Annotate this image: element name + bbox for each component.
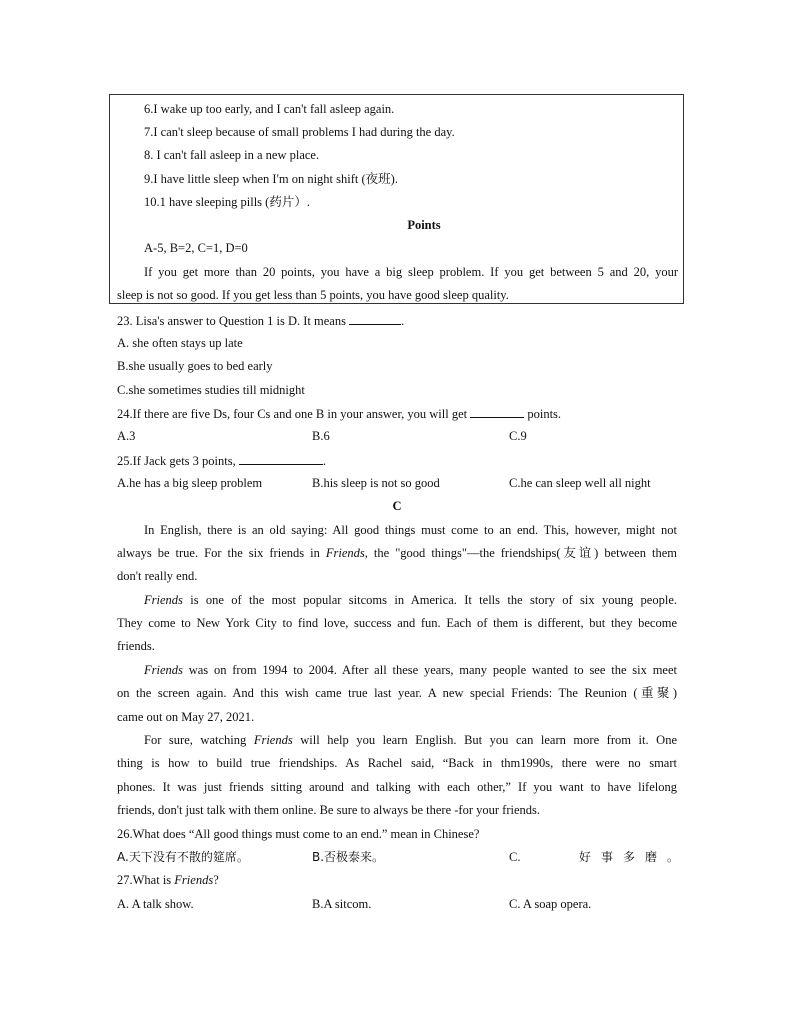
passage-p1-line3: don't really end.	[117, 569, 198, 583]
scoring-text-line1: If you get more than 20 points, you have a big sleep problem. If you get between 5 and 20, your	[144, 265, 678, 279]
option-26-b: B.否极泰来。	[312, 850, 385, 864]
question-24-stem: 24.If there are five Ds, four Cs and one B in your answer, you will get	[117, 407, 468, 421]
option-26-a: A.天下没有不散的筵席。	[117, 850, 249, 864]
option-23-c: C.she sometimes studies till midnight	[117, 383, 305, 397]
option-25-a: A.he has a big sleep problem	[117, 476, 263, 490]
points-heading: Points	[407, 218, 441, 232]
show-title: Friends	[144, 593, 183, 607]
passage-p1-line1: In English, there is an old saying: All good things must come to an end. This, however, might not	[144, 523, 677, 537]
question-item-8: 8. I can't fall asleep in a new place.	[144, 148, 320, 162]
option-23-b: B.she usually goes to bed early	[117, 359, 273, 373]
option-27-c: C. A soap opera.	[509, 897, 592, 911]
question-27-stem	[117, 872, 219, 888]
question-item-9: 9.I have little sleep when I'm on night shift (夜班).	[144, 172, 398, 186]
text-run: 27.What is	[117, 873, 175, 887]
passage-p3-line3: came out on May 27, 2021.	[117, 710, 255, 724]
show-title: Friends	[144, 663, 183, 677]
question-24	[117, 405, 561, 422]
points-values: A-5, B=2, C=1, D=0	[144, 241, 248, 255]
question-item-6: 6.I wake up too early, and I can't fall asleep again.	[144, 102, 395, 116]
scoring-text-line2: sleep is not so good. If you get less than 5 points, you have good sleep quality.	[117, 288, 509, 302]
option-27-a: A. A talk show.	[117, 897, 194, 911]
question-item-7: 7.I can't sleep because of small problems I had during the day.	[144, 125, 455, 139]
section-c-heading: C	[392, 499, 402, 513]
passage-p2-line3: friends.	[117, 639, 155, 653]
answer-blank	[470, 405, 524, 418]
show-title: Friends	[325, 546, 365, 560]
option-25-c: C.he can sleep well all night	[509, 476, 651, 490]
option-26-c-label: C.	[509, 850, 521, 864]
text-run: is one of the most popular sitcoms in America. It tells the story of six young people.	[182, 593, 677, 607]
question-23-end: .	[401, 314, 405, 328]
option-24-a: A.3	[117, 429, 136, 443]
question-23	[117, 312, 404, 329]
passage-p4-line1	[144, 732, 677, 748]
passage-p2-line1	[144, 592, 677, 608]
question-26-stem: 26.What does “All good things must come to an end.” mean in Chinese?	[117, 827, 480, 841]
question-23-stem: 23. Lisa's answer to Question 1 is D. It means	[117, 314, 346, 328]
passage-p3-line2: on the screen again. And this wish came true last year. A new special Friends: The Reunion (重聚)	[117, 686, 677, 700]
passage-p4-line3: phones. It was just friends sitting around and talking with each other,” If you want to have lifelong	[117, 780, 677, 794]
option-23-a: A. she often stays up late	[117, 336, 243, 350]
option-24-c: C.9	[509, 429, 527, 443]
passage-p1-line2	[117, 545, 677, 561]
question-25	[117, 452, 326, 469]
show-title: Friends	[174, 873, 214, 887]
option-24-b: B.6	[312, 429, 330, 443]
text-run: For sure, watching	[144, 733, 254, 747]
passage-p2-line2: They come to New York City to find love, success and fun. Each of them is different, but they become	[117, 616, 677, 630]
text-run: ?	[213, 873, 219, 887]
option-26-c-text: 好事多磨。	[579, 850, 690, 864]
question-25-stem: 25.If Jack gets 3 points,	[117, 454, 236, 468]
passage-p4-line4: friends, don't just talk with them online. Be sure to always be there -for your friends.	[117, 803, 540, 817]
question-25-end: .	[322, 454, 326, 468]
answer-blank	[239, 452, 323, 465]
passage-p4-line2: thing is how to build true friendships. As Rachel said, “Back in thm1990s, there were no smart	[117, 756, 677, 770]
text-run: , the "good things"—the friendships(友谊) between them	[364, 546, 677, 560]
question-item-10: 10.1 have sleeping pills (药片）.	[144, 195, 310, 209]
option-27-b: B.A sitcom.	[312, 897, 372, 911]
answer-blank	[349, 312, 401, 325]
text-run: was on from 1994 to 2004. After all these years, many people wanted to see the six meet	[182, 663, 677, 677]
text-run: will help you learn English. But you can learn more from it. One	[292, 733, 677, 747]
passage-p3-line1	[144, 662, 677, 678]
show-title: Friends	[253, 733, 293, 747]
option-25-b: B.his sleep is not so good	[312, 476, 440, 490]
text-run: always be true. For the six friends in	[117, 546, 326, 560]
question-24-end: points.	[527, 407, 562, 421]
